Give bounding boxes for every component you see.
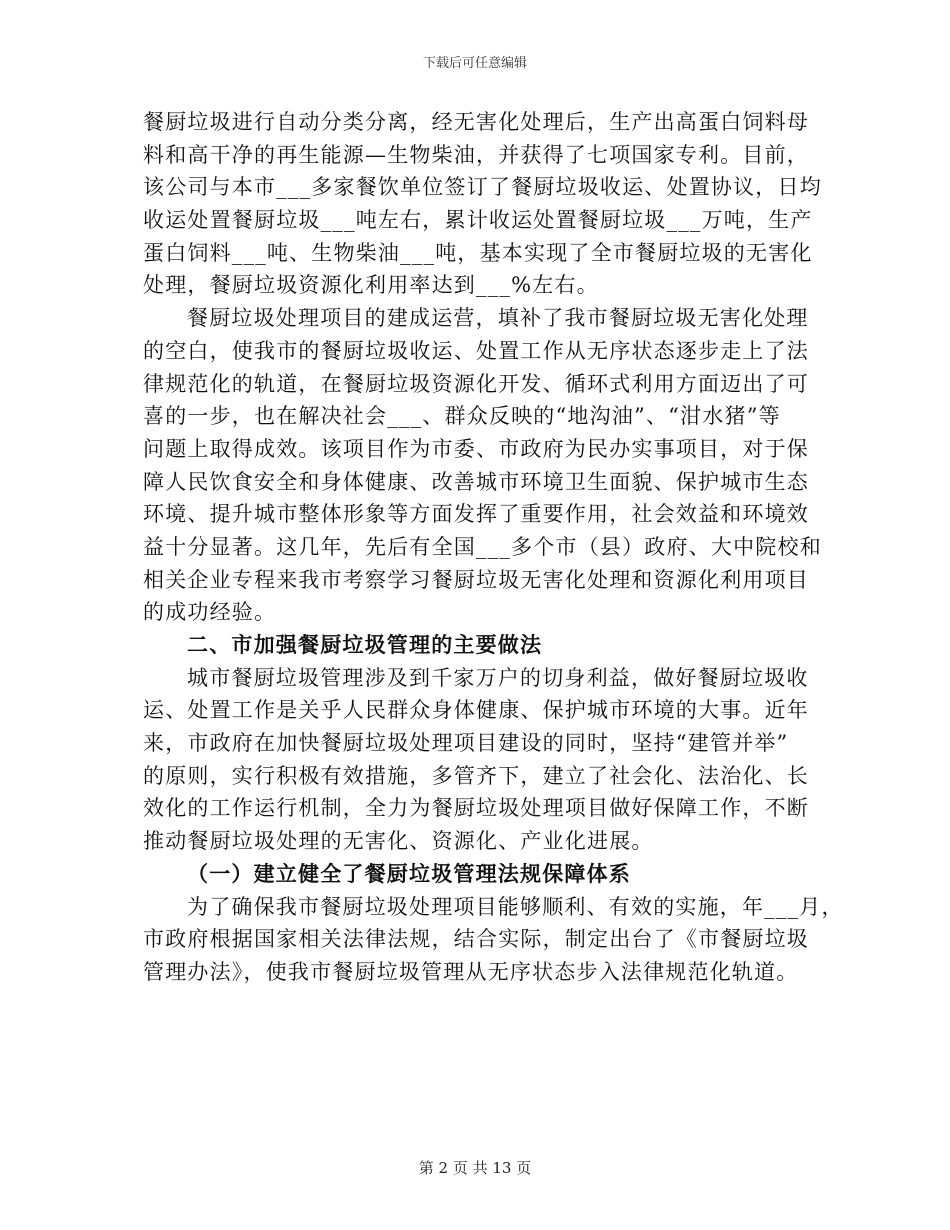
- text-line: 运、处置工作是关乎人民群众身体健康、保护城市环境的大事。近年: [143, 698, 809, 723]
- text-line: 收运处置餐厨垃圾___吨左右，累计收运处置餐厨垃圾___万吨，生产: [143, 208, 813, 233]
- section-heading: 二、市加强餐厨垃圾管理的主要做法: [187, 632, 543, 657]
- section-heading: （一）建立健全了餐厨垃圾管理法规保障体系: [187, 860, 631, 886]
- text-line: 障人民饮食安全和身体健康、改善城市环境卫生面貌、保护城市生态: [143, 469, 809, 494]
- page-header: 下载后可任意编辑: [422, 56, 527, 71]
- page-footer: 第 2 页 共 13 页: [418, 1159, 532, 1177]
- text-line: 来，市政府在加快餐厨垃圾处理项目建设的同时，坚持“建管并举”: [143, 731, 789, 756]
- text-line: 相关企业专程来我市考察学习餐厨垃圾无害化处理和资源化利用项目: [143, 567, 809, 592]
- text-line: 料和高干净的再生能源—生物柴油，并获得了七项国家专利。目前，: [143, 142, 809, 167]
- text-line: 处理，餐厨垃圾资源化利用率达到___%左右。: [143, 273, 599, 298]
- text-line: 推动餐厨垃圾处理的无害化、资源化、产业化进展。: [143, 829, 654, 854]
- text-line: 律规范化的轨道，在餐厨垃圾资源化开发、循环式利用方面迈出了可: [143, 371, 809, 396]
- text-line: 问题上取得成效。该项目作为市委、市政府为民办实事项目，对于保: [143, 436, 809, 461]
- document-body: [143, 106, 844, 989]
- text-line: 为了确保我市餐厨垃圾处理项目能够顺利、有效的实施，年___月，: [187, 894, 844, 919]
- text-line: 该公司与本市___多家餐饮单位签订了餐厨垃圾收运、处置协议，日均: [143, 175, 822, 200]
- text-line: 市政府根据国家相关法律法规，结合实际，制定出台了《市餐厨垃圾: [143, 927, 809, 952]
- text-line: 城市餐厨垃圾管理涉及到千家万户的切身利益，做好餐厨垃圾收: [187, 665, 809, 690]
- text-line: 蛋白饲料___吨、生物柴油___吨，基本实现了全市餐厨垃圾的无害化: [143, 240, 813, 265]
- text-line: 管理办法》，使我市餐厨垃圾管理从无序状态步入法律规范化轨道。: [143, 959, 799, 984]
- text-line: 喜的一步，也在解决社会___、群众反映的“地沟油”、“泔水猪”等: [143, 404, 781, 429]
- text-line: 餐厨垃圾处理项目的建成运营，填补了我市餐厨垃圾无害化处理: [187, 306, 809, 331]
- text-line: 益十分显著。这几年，先后有全国___多个市（县）政府、大中院校和: [143, 534, 822, 559]
- text-line: 的原则，实行积极有效措施，多管齐下，建立了社会化、法治化、长: [143, 763, 809, 788]
- text-line: 环境、提升城市整体形象等方面发挥了重要作用，社会效益和环境效: [143, 502, 809, 527]
- text-line: 的空白，使我市的餐厨垃圾收运、处置工作从无序状态逐步走上了法: [143, 338, 809, 363]
- text-line: 餐厨垃圾进行自动分类分离，经无害化处理后，生产出高蛋白饲料母: [143, 110, 809, 134]
- text-line: 效化的工作运行机制，全力为餐厨垃圾处理项目做好保障工作，不断: [143, 796, 809, 821]
- text-line: 的成功经验。: [143, 600, 277, 625]
